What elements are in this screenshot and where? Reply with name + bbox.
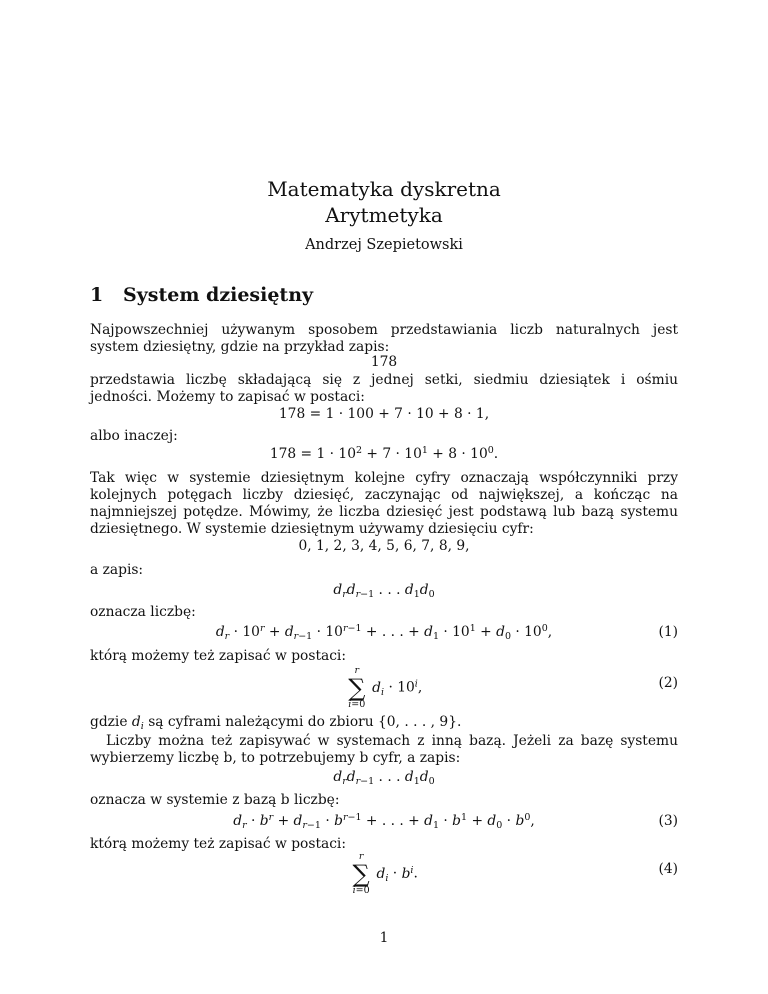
equation-powers: $178 = 1 \cdot 10^2 + 7 \cdot 10^1 + 8 \cdot 10^0$. [269, 445, 499, 462]
equation-178: 178 [370, 354, 398, 370]
equation-digits: 0, 1, 2, 3, 4, 5, 6, 7, 8, 9, [298, 538, 470, 554]
equation-label: (1) [658, 624, 678, 640]
equation-4: r ∑ i=0 $d_i \cdot b^i$. [352, 851, 418, 896]
equation-2: r ∑ i=0 $d_i \cdot 10^i$, [348, 665, 423, 710]
paragraph: albo inaczej: [90, 428, 178, 444]
paragraph: którą możemy też zapisać w postaci: [90, 836, 346, 852]
paragraph: którą możemy też zapisać w postaci: [90, 648, 346, 664]
author: Andrzej Szepietowski [305, 237, 463, 253]
equation-notation-b: $d_rd_{r-1}$ . . . $d_1d_0$ [333, 769, 435, 787]
paragraph: Najpowszechniej używanym sposobem przedstawiania liczb naturalnych jest system dziesiętny, gdzie na przykład zapis: [90, 322, 678, 355]
equation-label: (3) [658, 813, 678, 829]
paragraph: a zapis: [90, 562, 144, 578]
section-heading [90, 284, 313, 306]
equation-notation: $d_rd_{r-1}$ . . . $d_1d_0$ [333, 582, 435, 600]
section-number: 1 [90, 284, 104, 306]
equation-1: $d_r \cdot 10^r + d_{r-1} \cdot 10^{r-1}$ + . . . + $d_1 \cdot 10^1 + d_0 \cdot 10^0$, [215, 623, 553, 642]
equation-3: $d_r \cdot b^r + d_{r-1} \cdot b^{r-1}$ + . . . + $d_1 \cdot b^1 + d_0 \cdot b^0$, [233, 812, 535, 831]
paragraph: oznacza liczbę: [90, 604, 196, 620]
paragraph: oznacza w systemie z bazą b liczbę: [90, 792, 340, 808]
equation-label: (4) [658, 861, 678, 877]
paragraph: Tak więc w systemie dziesiętnym kolejne cyfry oznaczają współczynniki przy kolejnych potęgach liczby dziesięć, zaczynając od największej, a kończąc na najmniejszej potędze. Mówimy, że liczba dziesięć jest podstawą lub bazą systemu dziesiętnego. W systemie dziesiętnym używamy dziesięciu cyfr: [90, 470, 678, 537]
paragraph: gdzie $d_i$ są cyframi należącymi do zbioru {0, . . . , 9}. [90, 714, 462, 732]
paragraph: przedstawia liczbę składającą się z jednej setki, siedmiu dziesiątek i ośmiu jedności. Możemy to zapisać w postaci: [90, 372, 678, 405]
equation-label: (2) [658, 675, 678, 691]
equation-expand: 178 = 1 · 100 + 7 · 10 + 8 · 1, [278, 406, 490, 422]
section-title: System dziesiętny [123, 284, 314, 306]
title-line-2: Arytmetyka [325, 203, 443, 227]
page-number: 1 [379, 930, 389, 946]
title-line-1: Matematyka dyskretna [267, 177, 501, 201]
paragraph: Liczby można też zapisywać w systemach z inną bazą. Jeżeli za bazę systemu wybierzemy liczbę b, to potrzebujemy b cyfr, a zapis: [90, 733, 678, 766]
